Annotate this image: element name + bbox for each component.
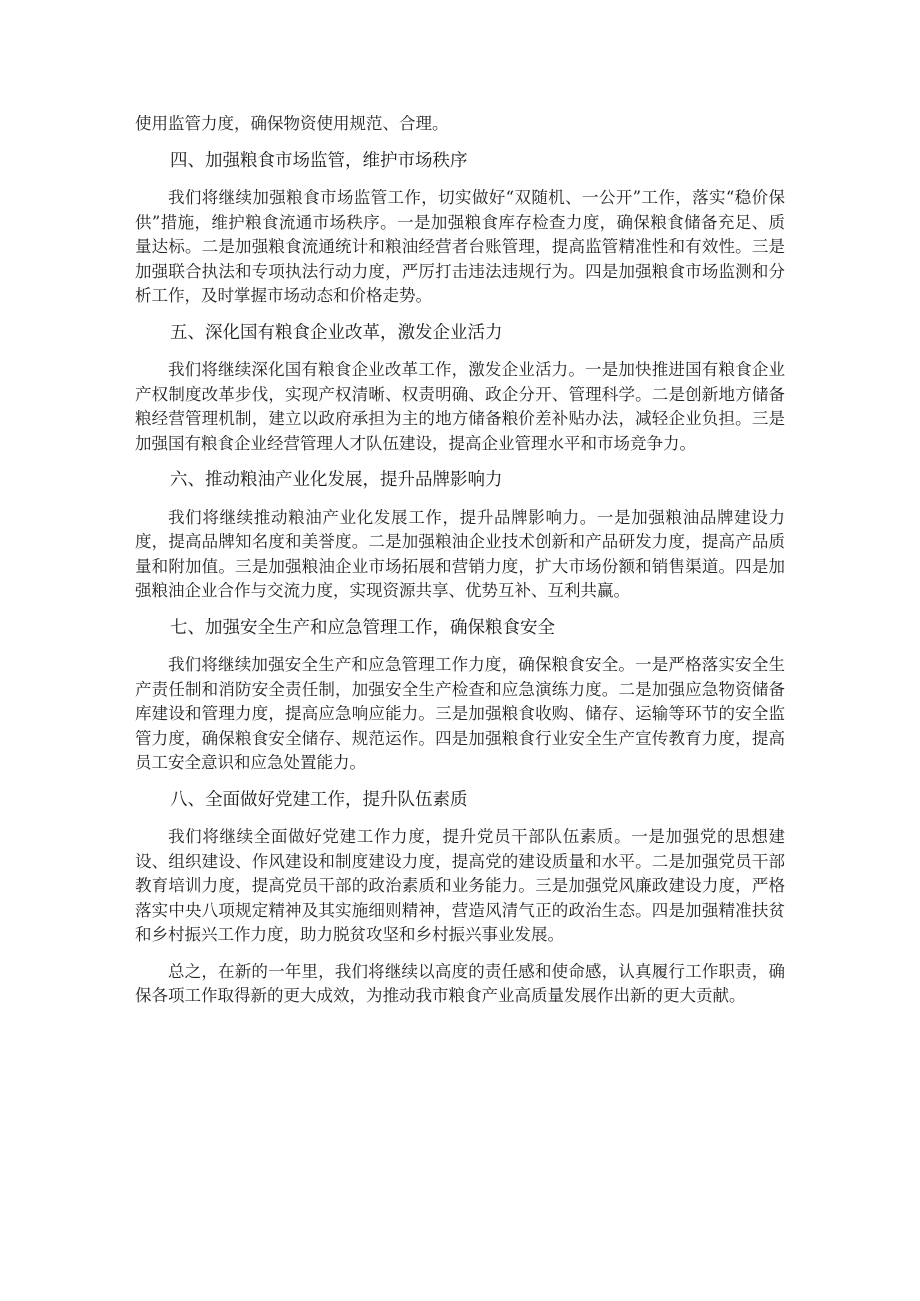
section-body-4: 我们将继续加强粮食市场监管工作，切实做好“双随机、一公开”工作，落实“稳价保供”措施，维护粮食流通市场秩序。一是加强粮食库存检查力度，确保粮食储备充足、质量达标。二是加强粮食流通统计和粮油经营者台账管理，提高监管精准性和有效性。三是加强联合执法和专项执法行动力度，严厉打击违法违规行为。四是加强粮食市场监测和分析工作，及时掌握市场动态和价格走势。 <box>135 188 785 305</box>
section-heading-5: 五、深化国有粮食企业改革，激发企业活力 <box>170 322 503 343</box>
document-body <box>135 112 785 1021</box>
section-body-6: 我们将继续推动粮油产业化发展工作，提升品牌影响力。一是加强粮油品牌建设力度，提高品牌知名度和美誉度。二是加强粮油企业技术创新和产品研发力度，提高产品质量和附加值。三是加强粮油企业市场拓展和营销力度，扩大市场份额和销售渠道。四是加强粮油企业合作与交流力度，实现资源共享、优势互补、互利共赢。 <box>135 507 785 600</box>
section-heading-7: 七、加强安全生产和应急管理工作，确保粮食安全 <box>170 617 555 638</box>
section-heading-4: 四、加强粮食市场监管，维护市场秩序 <box>170 150 468 171</box>
intro-continuation-paragraph: 使用监管力度，确保物资使用规范、合理。 <box>135 114 449 133</box>
section-heading-6: 六、推动粮油产业化发展，提升品牌影响力 <box>170 470 503 490</box>
section-body-8: 我们将继续全面做好党建工作力度，提升党员干部队伍素质。一是加强党的思想建设、组织建设、作风建设和制度建设力度，提高党的建设质量和水平。二是加强党员干部教育培训力度，提高党员干部的政治素质和业务能力。三是加强党风廉政建设力度，严格落实中央八项规定精神及其实施细则精神，营造风清气正的政治生态。四是加强精准扶贫和乡村振兴工作力度，助力脱贫攻坚和乡村振兴事业发展。 <box>135 827 785 944</box>
section-body-5: 我们将继续深化国有粮食企业改革工作，激发企业活力。一是加快推进国有粮食企业产权制度改革步伐，实现产权清晰、权责明确、政企分开、管理科学。二是创新地方储备粮经营管理机制，建立以政府承担为主的地方储备粮价差补贴办法，减轻企业负担。三是加强国有粮食企业经营管理人才队伍建设，提高企业管理水平和市场竞争力。 <box>135 360 785 453</box>
section-body-7: 我们将继续加强安全生产和应急管理工作力度，确保粮食安全。一是严格落实安全生产责任制和消防安全责任制，加强安全生产检查和应急演练力度。二是加强应急物资储备库建设和管理力度，提高应急响应能力。三是加强粮食收购、储存、运输等环节的安全监管力度，确保粮食安全储存、规范运作。四是加强粮食行业安全生产宣传教育力度，提高员工安全意识和应急处置能力。 <box>135 655 785 772</box>
section-heading-8: 八、全面做好党建工作，提升队伍素质 <box>170 789 468 810</box>
conclusion-paragraph: 总之，在新的一年里，我们将继续以高度的责任感和使命感，认真履行工作职责，确保各项工作取得新的更大成效，为推动我市粮食产业高质量发展作出新的更大贡献。 <box>135 961 785 1005</box>
